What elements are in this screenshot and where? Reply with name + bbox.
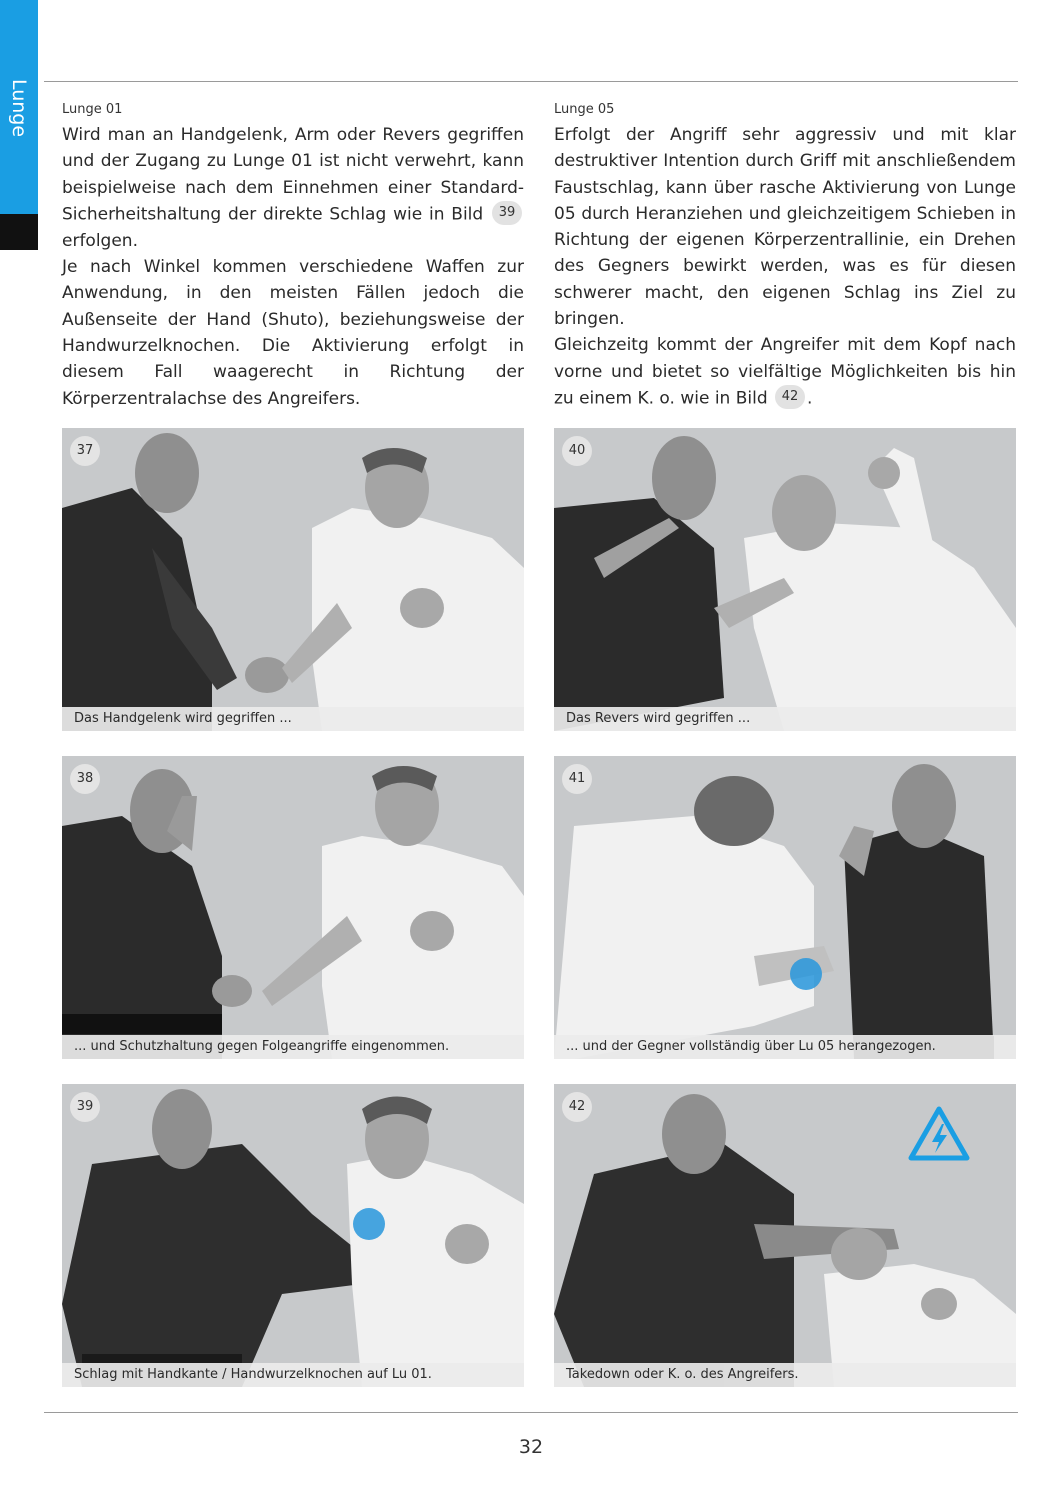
photo-40 — [554, 428, 1016, 731]
photo-number-badge: 41 — [562, 764, 592, 794]
right-column-heading: Lunge 05 — [554, 102, 615, 117]
right-paragraph-2-text: Gleichzeitg kommt der Angreifer mit dem Kopf nach vorne und bietet so vielfältige Möglichkeiten bis hin zu einem K. o. wie in Bild — [554, 335, 1016, 409]
photo-39-image — [62, 1084, 524, 1387]
figure-ref-badge: 39 — [492, 201, 522, 225]
photo-number-badge: 40 — [562, 436, 592, 466]
photo-38-image — [62, 756, 524, 1059]
photo-number-badge: 42 — [562, 1092, 592, 1122]
section-tab-marker — [0, 214, 38, 250]
figure-ref-badge: 42 — [775, 385, 805, 409]
photo-40-image — [554, 428, 1016, 731]
photo-number-badge: 37 — [70, 436, 100, 466]
photo-caption: Schlag mit Handkante / Handwurzelknochen auf Lu 01. — [62, 1363, 524, 1387]
left-column-heading: Lunge 01 — [62, 102, 123, 117]
left-paragraph-2: Je nach Winkel kommen verschiedene Waffen zur Anwendung, in den meisten Fällen jedoch die Außenseite der Hand (Shuto), beziehungsweise der Handwurzelknochen. Die Aktivierung erfolgt in diesem Fall waagerecht in Richtung der Körperzentralachse des Angreifers. — [62, 257, 524, 409]
warning-lightning-icon — [908, 1106, 970, 1162]
right-paragraph-1: Erfolgt der Angriff sehr aggressiv und mit klar destruktiver Intention durch Griff mit anschließendem Faustschlag, kann über rasche Aktivierung von Lunge 05 durch Heranziehen und gleichzeitigem Schieben in Richtung der eigenen Körperzentrallinie, ein Drehen des Gegners bewirkt werden, was es für diesen schwerer macht, den eigenen Schlag ins Ziel zu bringen. — [554, 125, 1016, 330]
photo-41 — [554, 756, 1016, 1059]
photo-37 — [62, 428, 524, 731]
right-paragraph-2 — [554, 332, 1016, 412]
page-number: 32 — [518, 1436, 544, 1458]
photo-number-badge: 38 — [70, 764, 100, 794]
photo-caption: Das Revers wird gegriffen ... — [554, 707, 1016, 731]
photo-number-badge: 39 — [70, 1092, 100, 1122]
photo-caption: Takedown oder K. o. des Angreifers. — [554, 1363, 1016, 1387]
right-paragraph-2-end: . — [807, 388, 813, 409]
photo-41-image — [554, 756, 1016, 1059]
photo-42 — [554, 1084, 1016, 1387]
acupoint-marker — [790, 958, 822, 990]
photo-37-image — [62, 428, 524, 731]
left-paragraph-1 — [62, 122, 524, 254]
bottom-rule — [44, 1412, 1018, 1413]
left-text-column — [62, 100, 524, 412]
photo-38 — [62, 756, 524, 1059]
section-tab-label: Lunge — [8, 78, 30, 138]
left-paragraph-1-text: Wird man an Handgelenk, Arm oder Revers gegriffen und der Zugang zu Lunge 01 ist nicht verwehrt, kann beispielweise nach dem Einnehmen einer Standard-Sicherheitshaltung der direkte Schlag wie in Bild — [62, 125, 524, 225]
photo-caption: Das Handgelenk wird gegriffen ... — [62, 707, 524, 731]
right-text-column — [554, 100, 1016, 412]
photo-caption: ... und Schutzhaltung gegen Folgeangriffe eingenommen. — [62, 1035, 524, 1059]
photo-39 — [62, 1084, 524, 1387]
top-rule — [44, 81, 1018, 82]
acupoint-marker — [353, 1208, 385, 1240]
left-paragraph-1-end: erfolgen. — [62, 230, 138, 251]
photo-caption: ... und der Gegner vollständig über Lu 05 herangezogen. — [554, 1035, 1016, 1059]
